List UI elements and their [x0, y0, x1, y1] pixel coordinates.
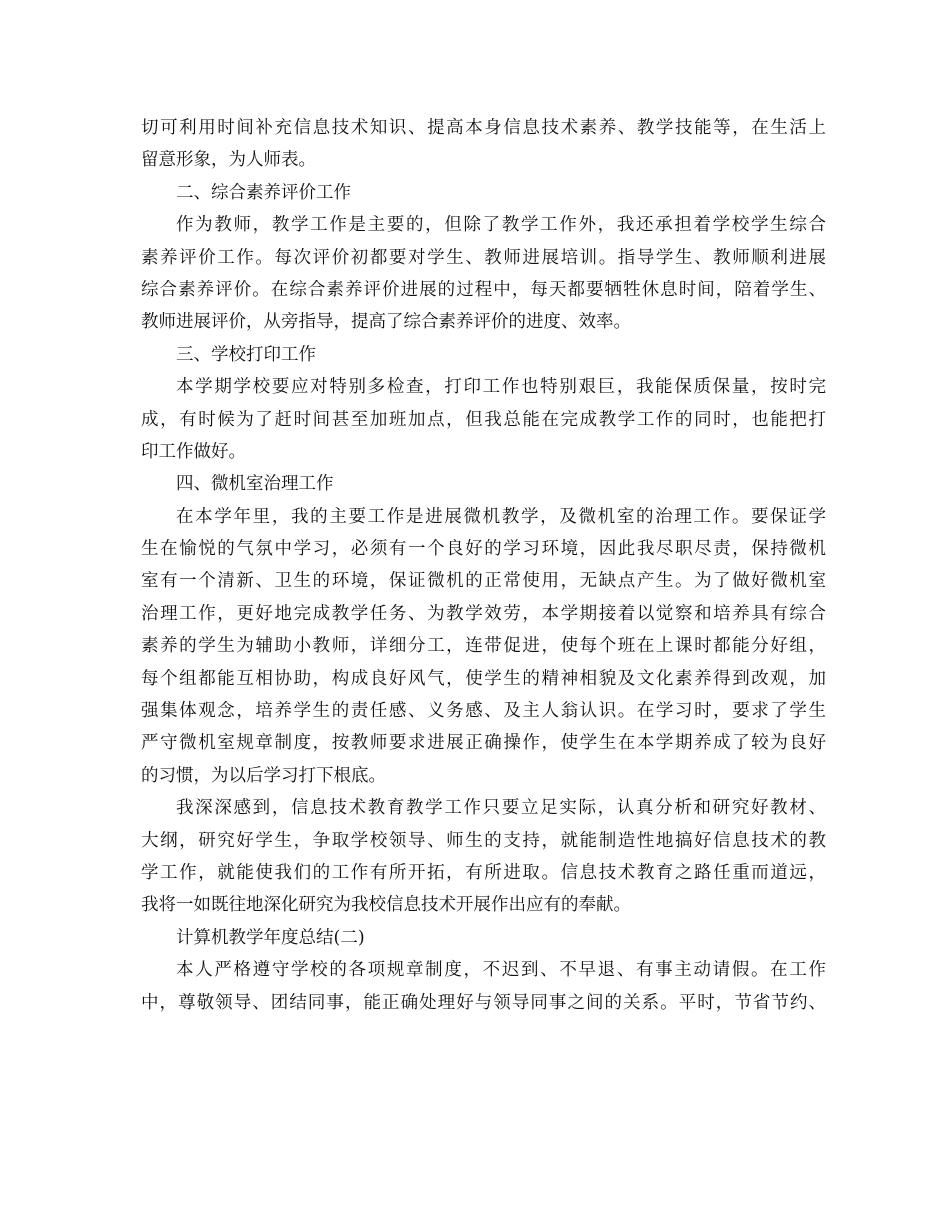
section-heading: 四、微机室治理工作: [176, 474, 334, 495]
paragraph-first-line: 本学期学校要应对特别多检查，打印工作也特别艰巨，我能保质保量，按时完: [176, 377, 826, 398]
body-line: 严守微机室规章制度，按教师要求进展正确操作，使学生在本学期养成了较为良好: [141, 733, 826, 754]
body-line: 强集体观念，培养学生的责任感、义务感、及主人翁认识。在学习时，要求了学生: [141, 701, 826, 722]
section-heading: 计算机教学年度总结(二): [176, 927, 365, 948]
body-line: 生在愉悦的气氛中学习，必须有一个良好的学习环境，因此我尽职尽责，保持微机: [141, 539, 826, 560]
body-line: 素养的学生为辅助小教师，详细分工，连带促进，使每个班在上课时都能分好组，: [141, 636, 826, 657]
body-line: 切可利用时间补充信息技术知识、提高本身信息技术素养、教学技能等，在生活上: [141, 118, 826, 138]
body-line: 每个组都能互相协助，构成良好风气，使学生的精神相貌及文化素养得到改观，加: [141, 668, 826, 689]
paragraph-first-line: 本人严格遵守学校的各项规章制度，不迟到、不早退、有事主动请假。在工作: [176, 960, 826, 981]
body-line: 素养评价工作。每次评价初都要对学生、教师进展培训。指导学生、教师顺利进展: [141, 247, 826, 268]
paragraph-first-line: 作为教师，教学工作是主要的，但除了教学工作外，我还承担着学校学生综合: [176, 215, 826, 236]
body-line: 中，尊敬领导、团结同事，能正确处理好与领导同事之间的关系。平时，节省节约、: [141, 992, 826, 1013]
body-line: 成，有时候为了赶时间甚至加班加点，但我总能在完成教学工作的同时，也能把打: [141, 409, 826, 430]
document-body: [141, 112, 826, 1019]
paragraph-first-line: 在本学年里，我的主要工作是进展微机教学，及微机室的治理工作。要保证学: [176, 506, 826, 527]
body-line: 治理工作，更好地完成教学任务、为教学效劳，本学期接着以觉察和培养具有综合: [141, 603, 826, 624]
body-line: 综合素养评价。在综合素养评价进展的过程中，每天都要牺牲休息时间，陪着学生、: [141, 279, 826, 300]
section-heading: 二、综合素养评价工作: [176, 182, 351, 203]
body-line: 留意形象，为人师表。: [141, 150, 316, 171]
body-line: 学工作，就能使我们的工作有所开拓，有所进取。信息技术教育之路任重而道远，: [141, 862, 826, 883]
paragraph-first-line: 我深深感到，信息技术教育教学工作只要立足实际，认真分析和研究好教材、: [176, 798, 826, 819]
body-line: 的习惯，为以后学习打下根底。: [141, 765, 386, 786]
body-line: 室有一个清新、卫生的环境，保证微机的正常使用，无缺点产生。为了做好微机室: [141, 571, 826, 592]
body-line: 大纲，研究好学生，争取学校领导、师生的支持，就能制造性地搞好信息技术的教: [141, 830, 826, 851]
body-line: 我将一如既往地深化研究为我校信息技术开展作出应有的奉献。: [141, 895, 631, 916]
body-line: 印工作做好。: [141, 441, 246, 462]
section-heading: 三、学校打印工作: [176, 344, 316, 365]
body-line: 教师进展评价，从旁指导，提高了综合素养评价的进度、效率。: [141, 312, 631, 333]
